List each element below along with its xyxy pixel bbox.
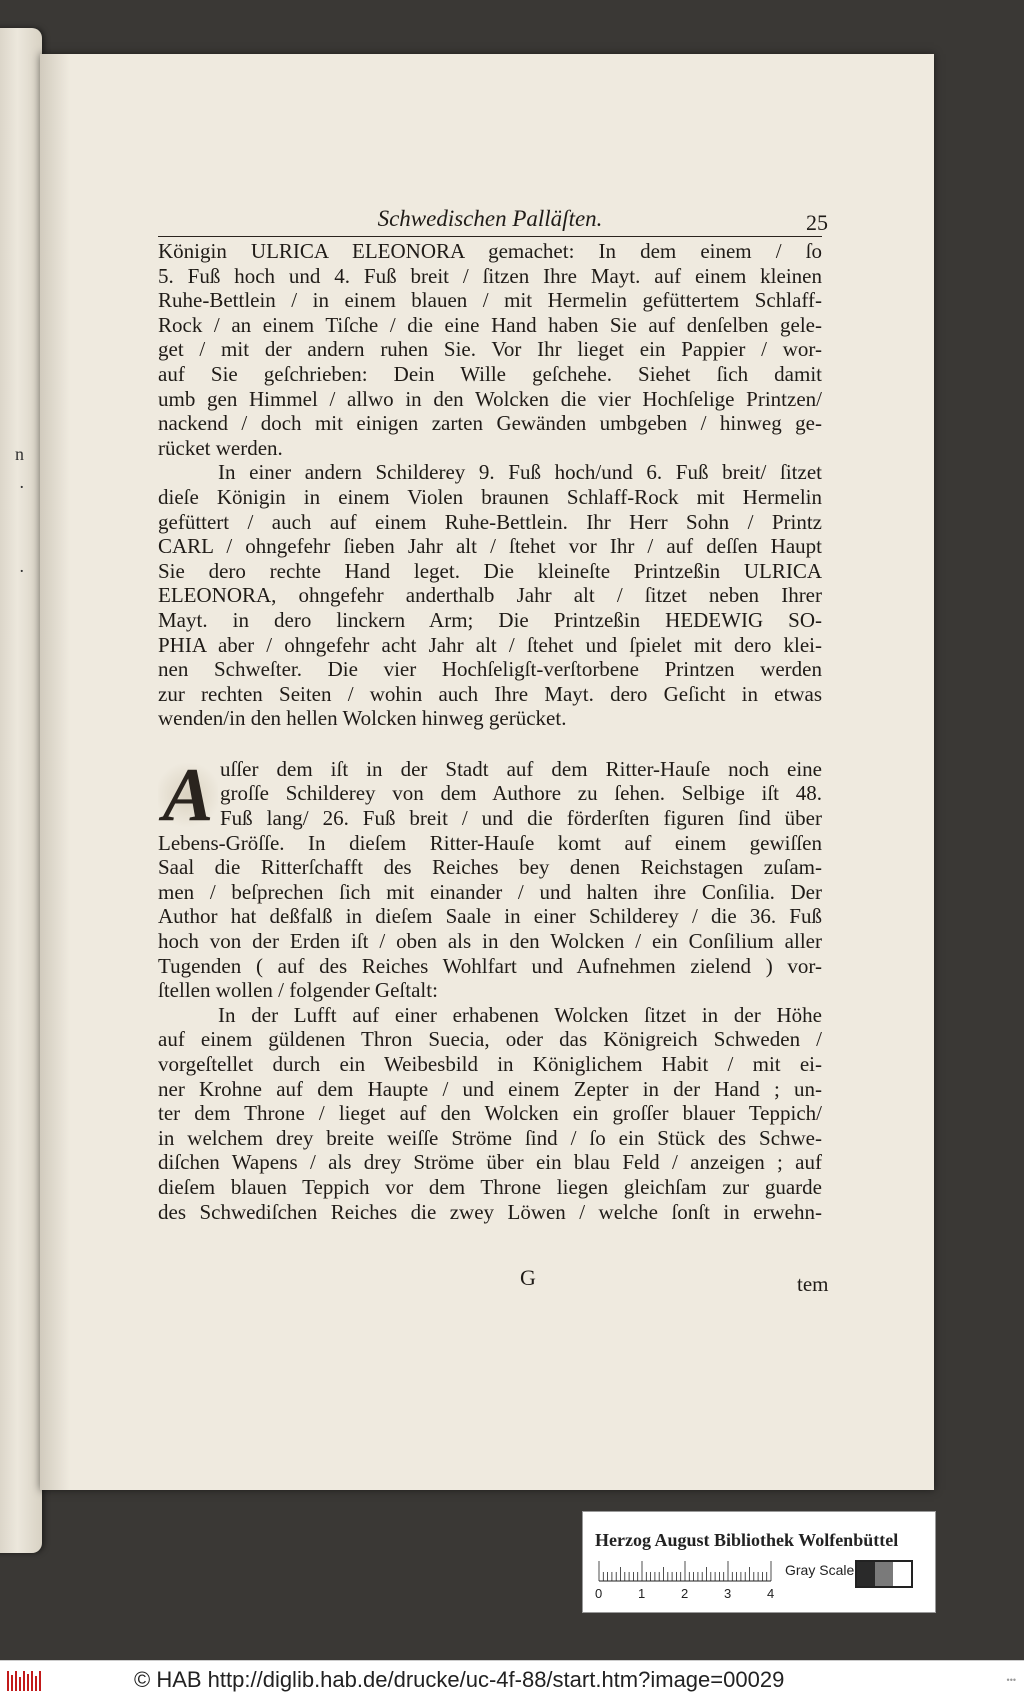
paragraph-4 (158, 1003, 822, 1224)
ruler-ticks (593, 1560, 783, 1582)
text-line: In der Lufft auf einer erhabenen Wolcken ſitzet in der Höhe (218, 1002, 822, 1027)
text-line: Author hat deßfalß in dieſem Saale in einer Schilderey / die 36. Fuß (158, 904, 822, 929)
text-line: nackend / doch mit einigen zarten Gewänden umbgeben / hinweg ge- (158, 411, 822, 436)
text-line: in welchem drey breite weiſſe Ströme ſind / ſo ein Stück des Schwe- (158, 1125, 822, 1150)
text-line: dieſem blauen Teppich vor dem Throne liegen gleichſam zur guarde (158, 1174, 822, 1199)
running-title: Schwedischen Palläſten. (377, 206, 603, 231)
viewer-footer (0, 1660, 1024, 1700)
text-line: diſchen Wapens / als drey Ströme über ein blau Feld / anzeigen ; auf (158, 1150, 822, 1175)
text-line: CARL / ohngefehr ſieben Jahr alt / ſtehet vor Ihr / auf deſſen Haupt (158, 534, 822, 559)
decorated-initial: A (158, 759, 218, 831)
ruler-number: 4 (767, 1586, 775, 1601)
text-line: dieſe Königin in einem Violen braunen Schlaff-Rock mit Hermelin (158, 484, 822, 509)
text-line: hoch von der Erden iſt / oben als in den Wolcken / ein Conſilium aller (158, 929, 822, 954)
text-line: auf einem güldenen Thron Suecia, oder das Königreich Schweden / (158, 1027, 822, 1052)
text-line: In einer andern Schilderey 9. Fuß hoch/und 6. Fuß breit/ ſitzet (218, 460, 822, 485)
text-line: Königin ULRICA ELEONORA gemachet: In dem einem / ſo (158, 239, 822, 263)
hab-logo-icon (6, 1669, 44, 1693)
text-line: umb gen Himmel / allwo in den Wolcken die vier Hochſelige Printzen/ (158, 386, 822, 411)
text-line: nen Schweſter. Die vier Hochſeligſt-verſtorbene Printzen werden (158, 657, 822, 682)
paragraph-2 (158, 460, 822, 731)
text-line: ELEONORA, ohngefehr anderthalb Jahr alt / ſitzet neben Ihrer (158, 583, 822, 608)
text-line: vorgeſtellet durch ein Weibesbild in Königlichem Habit / mit ei- (158, 1052, 822, 1076)
footer-dots: ••• (1006, 1675, 1016, 1685)
copyright-url: © HAB http://diglib.hab.de/drucke/uc-4f-88/start.htm?image=00029 (134, 1667, 785, 1692)
catchword: tem (797, 1272, 829, 1296)
paragraph-1 (158, 239, 822, 460)
gray-scale-label: Gray Scale (785, 1562, 855, 1578)
text-line: gefüttert / auch auf einem Ruhe-Bettlein. Ihr Herr Sohn / Printz (158, 509, 822, 534)
text-line: Ruhe-Bettlein / in einem blauen / mit Hermelin gefüttertem Schlaff- (158, 288, 822, 313)
text-line: wenden/in den hellen Wolcken hinweg gerücket. (158, 706, 567, 731)
book-page (40, 54, 934, 1490)
text-line: get / mit der andern ruhen Sie. Vor Ihr lieget ein Pappier / wor- (158, 337, 822, 362)
ruler-number: 2 (681, 1586, 689, 1601)
centimeter-ruler (593, 1560, 783, 1586)
ruler-number: 1 (638, 1586, 646, 1601)
ruler-number: 0 (595, 1586, 603, 1601)
previous-page-margin-fragments: n . . (15, 444, 24, 576)
text-line: PHIA aber / ohngefehr acht Jahr alt / ſtehet und ſpielet mit dero klei- (158, 632, 822, 657)
text-line: Tugenden ( auf des Reiches Wohlfart und Aufnehmen zielend ) vor- (158, 953, 822, 978)
text-line: ner Krohne auf dem Haupte / und einem Zepter in der Hand ; un- (158, 1076, 822, 1101)
text-line: 5. Fuß hoch und 4. Fuß breit / ſitzen Ihre Mayt. auf einem kleinen (158, 263, 822, 288)
text-line: men / beſprechen ſich mit einander / und halten ihre Conſilia. Der (158, 879, 822, 904)
text-line: Saal die Ritterſchafft des Reiches bey denen Reichstagen zuſam- (158, 855, 822, 880)
text-line: Fuß lang/ 26. Fuß breit / und die förderſten figuren ſind über (220, 806, 822, 831)
text-line: Mayt. in dero linckern Arm; Die Printzeßin HEDEWIG SO- (158, 607, 822, 632)
text-block (158, 206, 828, 1224)
text-line: uſſer dem iſt in der Stadt auf dem Ritter-Hauſe noch eine (220, 756, 822, 781)
running-head (158, 206, 828, 237)
text-line: Sie dero rechte Hand leget. Die kleineſte Printzeßin ULRICA (158, 558, 822, 583)
text-line: ter dem Throne / lieget auf den Wolcken ein groſſer blauer Teppich/ (158, 1101, 822, 1126)
gray-scale-swatch (855, 1560, 913, 1588)
signature-mark: G (520, 1265, 536, 1290)
text-line: rücket werden. (158, 435, 283, 460)
text-line: zur rechten Seiten / wohin auch Ihre Mayt. dero Geſicht in etwas (158, 681, 822, 706)
page-number: 25 (806, 210, 828, 235)
ruler-number: 3 (724, 1586, 732, 1601)
paragraph-3 (158, 752, 822, 1003)
library-color-card (582, 1511, 936, 1613)
text-line: Rock / an einem Tiſche / die eine Hand haben Sie auf denſelben gele- (158, 312, 822, 337)
text-line: ſtellen wollen / folgender Geſtalt: (158, 978, 438, 1003)
text-line: groſſe Schilderey von dem Authore zu ſehen. Selbige iſt 48. (220, 781, 822, 806)
text-line: des Schwediſchen Reiches die zwey Löwen / welche ſonſt in erwehn- (158, 1199, 822, 1224)
text-line: auf Sie geſchrieben: Dein Wille geſchehe. Siehet ſich damit (158, 361, 822, 386)
text-line: Lebens-Gröſſe. In dieſem Ritter-Hauſe komt auf einem gewiſſen (158, 830, 822, 855)
institution-name: Herzog August Bibliothek Wolfenbüttel (595, 1530, 899, 1550)
